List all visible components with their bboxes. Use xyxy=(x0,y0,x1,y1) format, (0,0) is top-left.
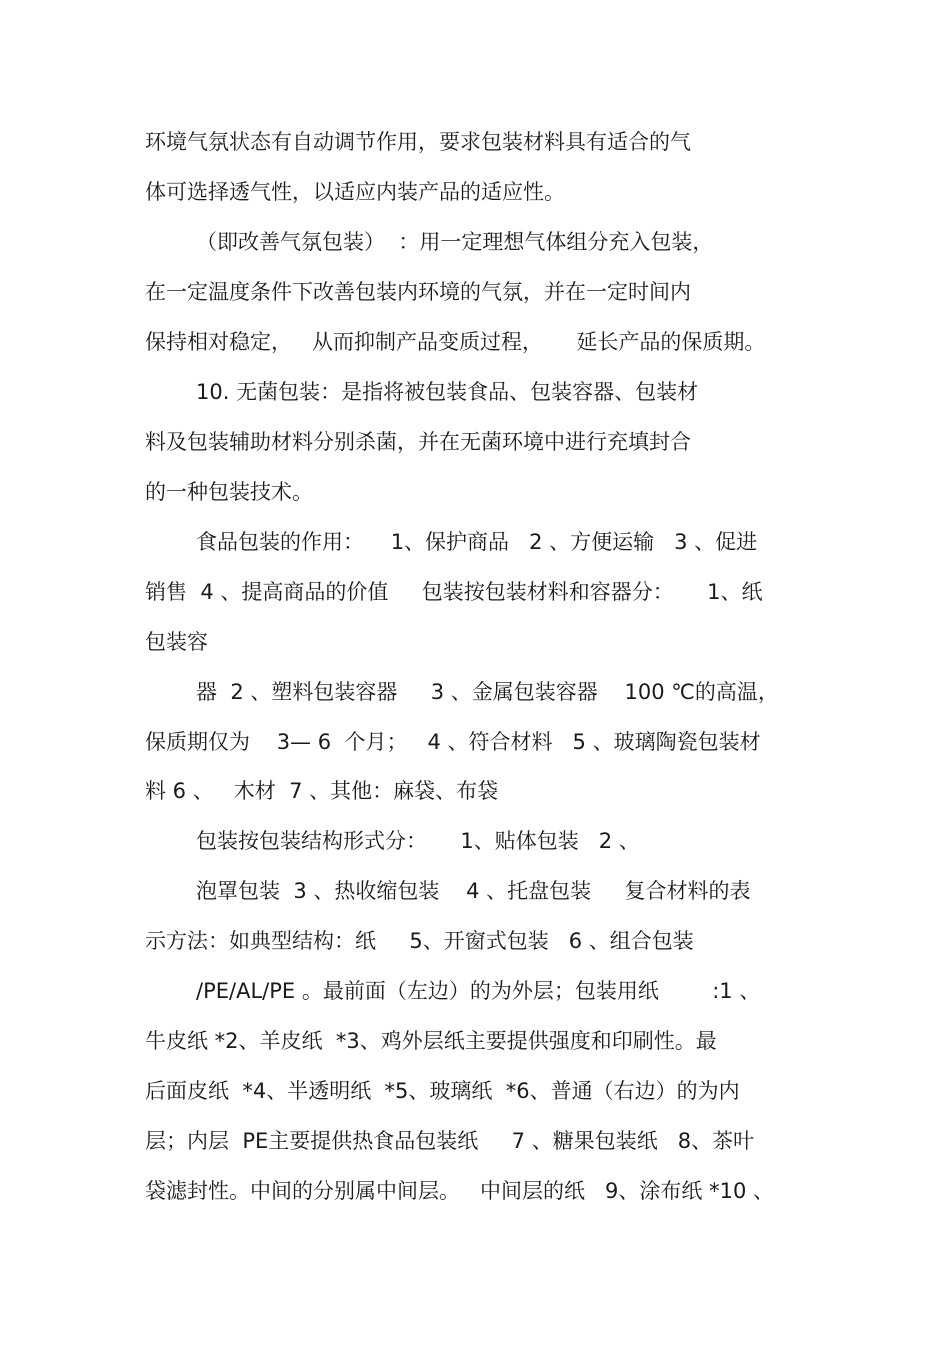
text-line: 包装按包装结构形式分： 1、贴体包装 2 、 xyxy=(196,829,640,853)
text-line: 料及包装辅助材料分别杀菌，并在无菌环境中进行充填封合 xyxy=(145,430,691,454)
text-line: 的一种包装技术。 xyxy=(145,480,313,504)
text-line: （即改善气氛包装） ：用一定理想气体组分充入包装， xyxy=(196,230,714,254)
text-line: 泡罩包装 3 、热收缩包装 4 、托盘包装 复合材料的表 xyxy=(196,879,751,903)
text-line: 体可选择透气性，以适应内装产品的适应性。 xyxy=(145,180,565,204)
text-line: 食品包装的作用： 1、保护商品 2 、方便运输 3 、促进 xyxy=(196,530,758,554)
text-line: 层；内层 PE主要提供热食品包装纸 7 、糖果包装纸 8、茶叶 xyxy=(145,1129,755,1153)
text-line: 示方法：如典型结构：纸 5、开窗式包装 6 、组合包装 xyxy=(145,929,694,953)
text-line: 包装容 xyxy=(145,630,208,654)
text-line: 保持相对稳定， 从而抑制产品变质过程， 延长产品的保质期。 xyxy=(145,330,766,354)
text-line: 10. 无菌包装：是指将被包装食品、包装容器、包装材 xyxy=(196,380,699,404)
text-line: 后面皮纸 *4、半透明纸 *5、玻璃纸 *6、普通（右边）的为内 xyxy=(145,1079,740,1103)
text-line: 在一定温度条件下改善包装内环境的气氛，并在一定时间内 xyxy=(145,280,691,304)
text-line: 器 2 、塑料包装容器 3 、金属包装容器 100 ℃的高温， xyxy=(196,680,779,704)
text-line: /PE/AL/PE 。最前面（左边）的为外层；包装用纸 :1 、 xyxy=(196,979,761,1003)
text-line: 销售 4 、提高商品的价值 包装按包装材料和容器分： 1、纸 xyxy=(145,580,763,604)
text-line: 保质期仅为 3— 6 个月； 4 、符合材料 5 、玻璃陶瓷包装材 xyxy=(145,730,761,754)
text-line: 环境气氛状态有自动调节作用，要求包装材料具有适合的气 xyxy=(145,130,691,154)
text-line: 牛皮纸 *2、羊皮纸 *3、鸡外层纸主要提供强度和印刷性。最 xyxy=(145,1029,717,1053)
text-line: 料 6 、 木材 7 、其他：麻袋、布袋 xyxy=(145,779,499,803)
text-line: 袋滤封性。中间的分别属中间层。 中间层的纸 9、涂布纸 *10 、 xyxy=(145,1179,774,1203)
